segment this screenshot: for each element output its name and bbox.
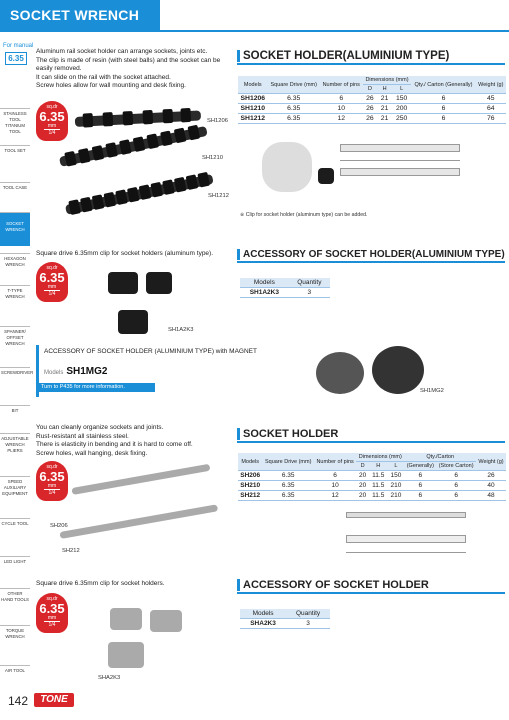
label-sh1210: SH1210 [202, 155, 223, 161]
cell: SH1212 [238, 114, 268, 124]
cell: SH1A2K3 [240, 288, 289, 298]
th-h: H [369, 462, 387, 471]
clip-image-3 [118, 310, 148, 334]
cell: 6 [314, 471, 356, 481]
section3-table [238, 453, 506, 501]
cell: 45 [476, 94, 506, 104]
section1-table [238, 76, 506, 124]
cell: 6 [436, 491, 476, 501]
sidebar-item-label: HEXAGON WRENCH [4, 256, 26, 267]
cell: 64 [476, 104, 506, 114]
sidebar-item-label: SPEED AUXILIARY EQUIPMENT [2, 479, 28, 496]
sidebar-item-ttype[interactable] [0, 285, 30, 313]
badge-unit: mm [47, 483, 57, 489]
cell: 11.5 [369, 491, 387, 501]
sidebar-item-otherhand[interactable] [0, 588, 30, 618]
th-qty: Qty./Carton [404, 453, 476, 462]
cell: 6 [411, 104, 475, 114]
sidebar-item-hexagon[interactable] [0, 253, 30, 281]
cell: 6.35 [268, 104, 320, 114]
rail-sh1210 [59, 126, 208, 167]
badge-sq-label: sq.dr [46, 265, 58, 271]
section2-description: Square drive 6.35mm clip for socket holders (aluminum type). [36, 250, 214, 257]
cell: 40 [476, 481, 506, 491]
cell: 6 [411, 94, 475, 104]
page-number: 142 [8, 694, 29, 708]
th-h: H [377, 85, 392, 94]
section1-title: SOCKET HOLDER(ALUMINIUM TYPE) [237, 50, 449, 62]
sidebar-item-label: TOOL CASE [2, 185, 28, 190]
sidebar-item-airtool[interactable] [0, 665, 30, 687]
cell: 3 [289, 288, 330, 298]
cell: SHA2K3 [240, 619, 286, 629]
page-title: SOCKET WRENCH [10, 7, 140, 23]
header-line [0, 30, 509, 32]
cell: SH206 [238, 471, 262, 481]
magnet-models-label: Models [44, 370, 64, 376]
cell: 11.5 [369, 471, 387, 481]
sq-drive-badge [36, 593, 68, 633]
table-row [238, 104, 506, 114]
dimension-line-l [346, 552, 466, 553]
sidebar-item-label: SOCKET WRENCH [5, 221, 25, 232]
table-row [240, 619, 330, 629]
cell: 26 [363, 114, 378, 124]
badge-sq-label: sq.dr [46, 104, 58, 110]
table-row [238, 491, 506, 501]
sidebar-item-label: TORQUE WRENCH [5, 628, 25, 639]
cell: 6.35 [268, 94, 320, 104]
sidebar-item-adjustable[interactable] [0, 433, 30, 469]
label-sh212: SH212 [62, 548, 80, 554]
label-sh1a2k3: SH1A2K3 [168, 327, 194, 333]
turn-link[interactable]: Turn to P435 for more information. [38, 383, 155, 392]
badge-unit: mm [47, 123, 57, 129]
section2-table [240, 278, 330, 298]
cell: 10 [314, 481, 356, 491]
stainless-clip-2 [150, 610, 182, 632]
magnet-models [44, 366, 107, 377]
badge-fraction: 1/4 [44, 489, 60, 496]
sidebar-item-label: SCREWDRIVER [1, 370, 34, 375]
table-row [240, 288, 330, 298]
sidebar-item-bit[interactable] [0, 405, 30, 429]
th-l: L [387, 462, 404, 471]
label-sha2k3: SHA2K3 [98, 675, 121, 681]
cell: 10 [320, 104, 363, 114]
sidebar-item-label: SPANNER/ OFFSET WRENCH [4, 329, 26, 346]
th-weight: Weight (g) [476, 76, 506, 94]
badge-unit: mm [47, 615, 57, 621]
cell: SH212 [238, 491, 262, 501]
sidebar-item-label: LED LIGHT [3, 559, 27, 564]
sidebar-item-label: BIT [11, 408, 19, 413]
rail-diagram-side [340, 168, 460, 176]
sidebar-item-torque[interactable] [0, 625, 30, 655]
stainless-clip-1 [110, 608, 142, 630]
for-manual-label: For manual [3, 43, 34, 49]
section3-title: SOCKET HOLDER [237, 428, 338, 440]
sidebar-item-cycle[interactable] [0, 518, 30, 544]
magnet-title: ACCESSORY OF SOCKET HOLDER (ALUMINIUM TYPE) with MAGNET [44, 348, 257, 355]
sidebar-item-label: T-TYPE WRENCH [5, 288, 25, 299]
label-sh1206: SH1206 [207, 118, 228, 124]
cell: SH1210 [238, 104, 268, 114]
sidebar-item-label: CYCLE TOOL [1, 521, 29, 526]
cell: 20 [356, 491, 369, 501]
sidebar-item-led[interactable] [0, 556, 30, 582]
rail-diagram-top [340, 144, 460, 152]
sidebar-item-label: OTHER HAND TOOLS [1, 591, 29, 602]
dimension-line-l [340, 160, 460, 161]
cell: 6 [404, 471, 436, 481]
cell: 21 [377, 94, 392, 104]
cell: 6.35 [262, 471, 314, 481]
section4-title: ACCESSORY OF SOCKET HOLDER [237, 579, 429, 591]
badge-fraction: 1/4 [44, 290, 60, 297]
cell: SH1206 [238, 94, 268, 104]
cell: 11.5 [369, 481, 387, 491]
cell: 12 [320, 114, 363, 124]
sq-drive-badge [36, 461, 68, 501]
clip-image-2 [146, 272, 172, 294]
magnet-model: SH1MG2 [66, 366, 108, 377]
cell: 48 [476, 491, 506, 501]
section3-description: You can cleanly organize sockets and joints. Rust-resistant all stainless steel. There is elasticity in bending and it is hard to come off. Screw holes, wall hanging, desk fixing. [36, 424, 193, 457]
label-sh1mg2: SH1MG2 [420, 388, 444, 394]
magnet-image-2 [372, 346, 424, 394]
sq-drive-badge [36, 101, 68, 141]
holder-diagram-top [346, 512, 466, 518]
sidebar-item-screwdriver[interactable] [0, 367, 34, 397]
cell: 26 [363, 104, 378, 114]
th-quantity: Quantity [289, 278, 330, 288]
th-models: Models [238, 453, 262, 471]
section1-description: Aluminum rail socket holder can arrange sockets, joints etc. The clip is made of resin (with steel balls) and the socket can be easily removed. It can slide on the rail with the socket attached. Screw holes allow for wall mounting and desk fixing. [36, 48, 221, 90]
cell: 20 [356, 481, 369, 491]
table-row [238, 471, 506, 481]
hand-photo [262, 142, 312, 192]
magnet-image-1 [316, 352, 364, 394]
sidebar-item-label: TOOL SET [4, 148, 26, 153]
cell: 200 [392, 104, 411, 114]
th-dimensions: Dimensions (mm) [356, 453, 404, 462]
cell: 210 [387, 481, 404, 491]
th-models: Models [240, 278, 289, 288]
sidebar-item-label: AIR TOOL [5, 668, 25, 673]
cell: 21 [377, 104, 392, 114]
clip-note: ※ Clip for socket holder (aluminum type) can be added. [240, 212, 368, 218]
badge-size: 6.35 [39, 469, 65, 484]
rail-sh212 [59, 504, 218, 539]
rail-sh1212 [65, 174, 214, 215]
sidebar-item-toolcase[interactable] [0, 182, 30, 212]
th-square-drive: Square Drive (mm) [262, 453, 314, 471]
th-qty: Qty./ Carton (Generally) [411, 76, 475, 94]
section4-description: Square drive 6.35mm clip for socket holders. [36, 580, 165, 587]
cell: 76 [476, 114, 506, 124]
badge-size: 6.35 [39, 109, 65, 124]
cell: 3 [286, 619, 330, 629]
cell: 6 [320, 94, 363, 104]
th-models: Models [238, 76, 268, 94]
cell: 250 [392, 114, 411, 124]
badge-size: 6.35 [39, 270, 65, 285]
section4-table [240, 609, 330, 629]
cell: 12 [314, 491, 356, 501]
cell: 6.35 [262, 481, 314, 491]
table-row [238, 481, 506, 491]
badge-size: 6.35 [39, 601, 65, 616]
header-bar [0, 0, 509, 32]
cell: 6 [436, 471, 476, 481]
cell: 26 [363, 94, 378, 104]
cell: 6 [404, 481, 436, 491]
cell: 6 [436, 481, 476, 491]
th-d: D [356, 462, 369, 471]
stainless-clip-3 [108, 642, 144, 668]
sq-drive-badge [36, 262, 68, 302]
table-row [238, 94, 506, 104]
th-d: D [363, 85, 378, 94]
th-square-drive: Square Drive (mm) [268, 76, 320, 94]
rail-sh206 [71, 464, 210, 495]
sidebar-item-label: ADJUSTABLE WRENCH PLIERS [1, 436, 29, 453]
table-row [238, 114, 506, 124]
label-sh206: SH206 [50, 523, 68, 529]
clip-image-1 [108, 272, 138, 294]
clip-photo [318, 168, 334, 184]
badge-sq-label: sq.dr [46, 596, 58, 602]
th-store-carton: (Store Carton) [436, 462, 476, 471]
sidebar-item-toolset[interactable] [0, 145, 30, 175]
sidebar-item-stainless[interactable] [0, 108, 30, 138]
cell: 210 [387, 491, 404, 501]
th-pins: Number of pins [314, 453, 356, 471]
label-sh1212: SH1212 [208, 193, 229, 199]
badge-fraction: 1/4 [44, 129, 60, 136]
cell: 6.35 [268, 114, 320, 124]
cell: 150 [392, 94, 411, 104]
badge-fraction: 1/4 [44, 621, 60, 628]
tone-logo: TONE [34, 693, 74, 707]
th-pins: Number of pins [320, 76, 363, 94]
cell: 6.35 [262, 491, 314, 501]
cell: 21 [377, 114, 392, 124]
cell: 26 [476, 471, 506, 481]
th-dimensions: Dimensions (mm) [363, 76, 412, 85]
cell: 6 [411, 114, 475, 124]
cell: SH210 [238, 481, 262, 491]
th-weight: Weight (g) [476, 453, 506, 471]
rail-sh1206 [75, 110, 201, 127]
sidebar-item-socket-wrench[interactable] [0, 212, 30, 246]
cell: 150 [387, 471, 404, 481]
sidebar-item-spanner[interactable] [0, 326, 30, 356]
badge-unit: mm [47, 284, 57, 290]
sidebar-item-speed[interactable] [0, 476, 30, 506]
th-models: Models [240, 609, 286, 619]
manual-size-box: 6.35 [5, 52, 27, 65]
th-l: L [392, 85, 411, 94]
section2-title: ACCESSORY OF SOCKET HOLDER(ALUMINIUM TYPE) [237, 249, 505, 260]
holder-diagram-side [346, 535, 466, 543]
th-quantity: Quantity [286, 609, 330, 619]
badge-sq-label: sq.dr [46, 464, 58, 470]
th-generally: (Generally) [404, 462, 436, 471]
cell: 6 [404, 491, 436, 501]
cell: 20 [356, 471, 369, 481]
sidebar-item-label: STAINLESS TOOL TITANIUM TOOL [3, 111, 27, 134]
